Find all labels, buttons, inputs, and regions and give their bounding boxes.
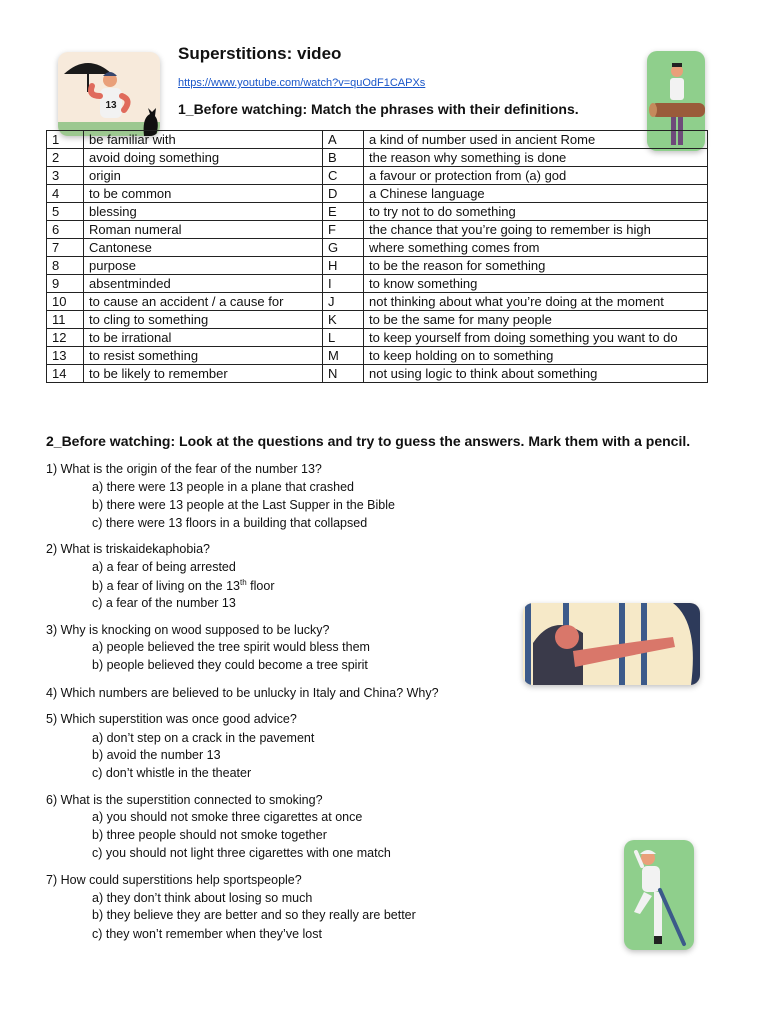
definition-cell: a kind of number used in ancient Rome: [364, 131, 708, 149]
question-6-option-a: a) you should not smoke three cigarettes at once: [92, 810, 363, 824]
match-row: [47, 149, 708, 167]
match-row: [47, 275, 708, 293]
question-3-option-a: a) people believed the tree spirit would bless them: [92, 640, 370, 654]
letter-cell: H: [323, 257, 364, 275]
definition-cell: to keep holding on to something: [364, 347, 708, 365]
question-7-option-a: a) they don’t think about losing so much: [92, 891, 313, 905]
question-1-option-b: b) there were 13 people at the Last Supper in the Bible: [92, 498, 395, 512]
knock-on-wood-illustration: [523, 603, 700, 685]
definition-cell: not thinking about what you’re doing at the moment: [364, 293, 708, 311]
row-number: 6: [47, 221, 84, 239]
question-6-option-c: c) you should not light three cigarettes with one match: [92, 846, 391, 860]
question-6: 6) What is the superstition connected to smoking?: [46, 793, 323, 807]
row-number: 13: [47, 347, 84, 365]
phrase-cell: avoid doing something: [84, 149, 323, 167]
question-7-option-c: c) they won’t remember when they’ve lost: [92, 927, 322, 941]
match-row: [47, 167, 708, 185]
question-5-option-a: a) don’t step on a crack in the pavement: [92, 731, 315, 745]
letter-cell: B: [323, 149, 364, 167]
row-number: 2: [47, 149, 84, 167]
definition-cell: to be the reason for something: [364, 257, 708, 275]
baseball-player-illustration: [624, 840, 694, 950]
letter-cell: I: [323, 275, 364, 293]
letter-cell: A: [323, 131, 364, 149]
match-row: [47, 131, 708, 149]
match-row: [47, 311, 708, 329]
question-2: 2) What is triskaidekaphobia?: [46, 542, 210, 556]
phrase-cell: to resist something: [84, 347, 323, 365]
matching-table: [46, 130, 708, 383]
row-number: 1: [47, 131, 84, 149]
question-5-option-b: b) avoid the number 13: [92, 748, 221, 762]
phrase-cell: purpose: [84, 257, 323, 275]
row-number: 7: [47, 239, 84, 257]
phrase-cell: Cantonese: [84, 239, 323, 257]
phrase-cell: origin: [84, 167, 323, 185]
jersey-number: 13: [105, 100, 117, 111]
video-link[interactable]: https://www.youtube.com/watch?v=quOdF1CAPXs: [178, 77, 426, 89]
question-5: 5) Which superstition was once good advice?: [46, 712, 297, 726]
row-number: 11: [47, 311, 84, 329]
row-number: 5: [47, 203, 84, 221]
letter-cell: M: [323, 347, 364, 365]
phrase-cell: to be common: [84, 185, 323, 203]
definition-cell: not using logic to think about something: [364, 365, 708, 383]
letter-cell: D: [323, 185, 364, 203]
match-row: [47, 293, 708, 311]
page-title: Superstitions: video: [178, 44, 342, 63]
row-number: 14: [47, 365, 84, 383]
question-6-option-b: b) three people should not smoke together: [92, 828, 327, 842]
question-2-option-b: [92, 578, 274, 593]
letter-cell: G: [323, 239, 364, 257]
match-row: [47, 257, 708, 275]
match-row: [47, 239, 708, 257]
umbrella-man-illustration: [58, 52, 160, 136]
question-3: 3) Why is knocking on wood supposed to be lucky?: [46, 623, 330, 637]
phrase-cell: to cause an accident / a cause for: [84, 293, 323, 311]
question-4: 4) Which numbers are believed to be unlucky in Italy and China? Why?: [46, 686, 439, 700]
section1-heading: 1_Before watching: Match the phrases with their definitions.: [178, 101, 579, 117]
question-2-option-c: c) a fear of the number 13: [92, 596, 236, 610]
match-row: [47, 221, 708, 239]
definition-cell: to know something: [364, 275, 708, 293]
letter-cell: C: [323, 167, 364, 185]
match-row: [47, 365, 708, 383]
question-3-option-b: b) people believed they could become a tree spirit: [92, 658, 368, 672]
phrase-cell: absentminded: [84, 275, 323, 293]
row-number: 10: [47, 293, 84, 311]
match-row: [47, 347, 708, 365]
knock-on-wood-image: [523, 603, 700, 685]
question-2-option-b-text: b) a fear of living on the 13: [92, 579, 241, 594]
row-number: 4: [47, 185, 84, 203]
definition-cell: to be the same for many people: [364, 311, 708, 329]
letter-cell: F: [323, 221, 364, 239]
definition-cell: to try not to do something: [364, 203, 708, 221]
question-1-option-a: a) there were 13 people in a plane that crashed: [92, 480, 354, 494]
question-1-option-c: c) there were 13 floors in a building that collapsed: [92, 516, 368, 530]
definition-cell: where something comes from: [364, 239, 708, 257]
phrase-cell: to be irrational: [84, 329, 323, 347]
section2-heading: 2_Before watching: Look at the questions and try to guess the answers. Mark them with a pencil.: [46, 433, 691, 449]
match-row: [47, 329, 708, 347]
umbrella-man-image: [58, 52, 160, 136]
letter-cell: E: [323, 203, 364, 221]
question-2-option-a: a) a fear of being arrested: [92, 560, 236, 574]
phrase-cell: be familiar with: [84, 131, 323, 149]
ordinal-suffix: th: [240, 578, 247, 587]
row-number: 8: [47, 257, 84, 275]
letter-cell: L: [323, 329, 364, 347]
baseball-player-image: [624, 840, 694, 950]
match-row: [47, 203, 708, 221]
definition-cell: a favour or protection from (a) god: [364, 167, 708, 185]
definition-cell: the reason why something is done: [364, 149, 708, 167]
row-number: 3: [47, 167, 84, 185]
letter-cell: K: [323, 311, 364, 329]
definition-cell: the chance that you’re going to remember is high: [364, 221, 708, 239]
letter-cell: N: [323, 365, 364, 383]
question-2-option-b-tail: floor: [246, 579, 275, 594]
question-7: 7) How could superstitions help sportspeople?: [46, 873, 302, 887]
row-number: 12: [47, 329, 84, 347]
definition-cell: to keep yourself from doing something you want to do: [364, 329, 708, 347]
question-7-option-b: b) they believe they are better and so they really are better: [92, 908, 416, 922]
question-5-option-c: c) don’t whistle in the theater: [92, 766, 252, 780]
letter-cell: J: [323, 293, 364, 311]
row-number: 9: [47, 275, 84, 293]
phrase-cell: blessing: [84, 203, 323, 221]
question-1: 1) What is the origin of the fear of the number 13?: [46, 462, 322, 476]
phrase-cell: to cling to something: [84, 311, 323, 329]
phrase-cell: Roman numeral: [84, 221, 323, 239]
phrase-cell: to be likely to remember: [84, 365, 323, 383]
match-row: [47, 185, 708, 203]
definition-cell: a Chinese language: [364, 185, 708, 203]
